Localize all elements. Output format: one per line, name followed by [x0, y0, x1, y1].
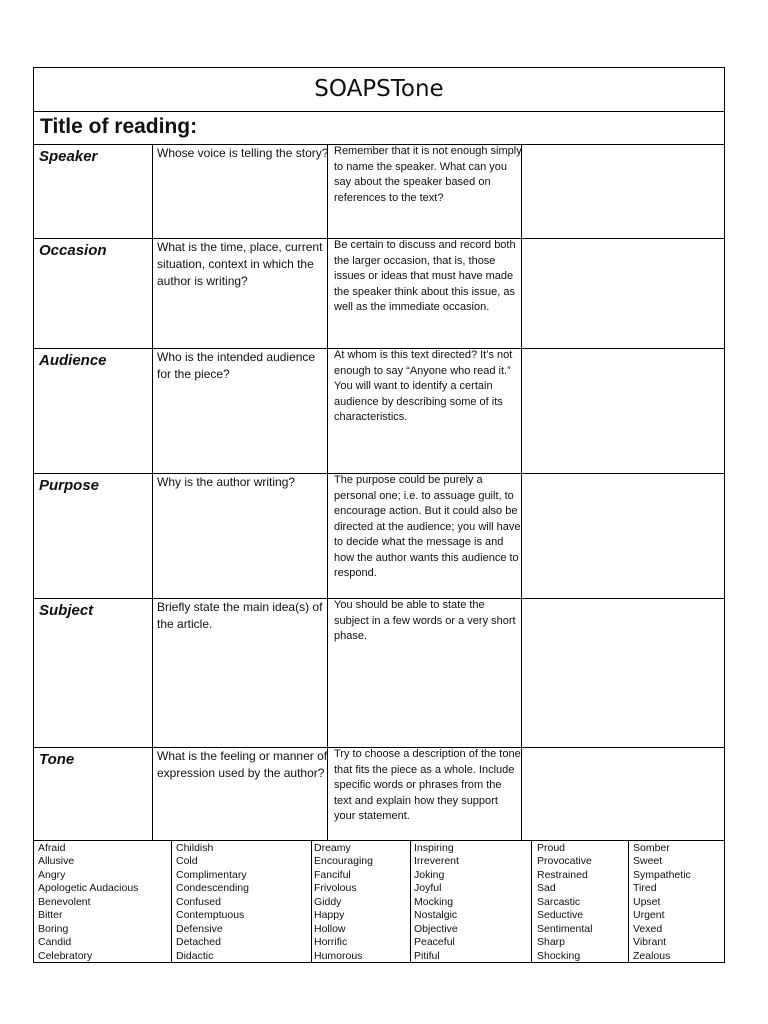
tone-word: Urgent — [633, 909, 665, 922]
reading-title-label: Title of reading: — [40, 115, 198, 138]
tone-word: Celebratory — [38, 949, 93, 962]
column-divider — [521, 144, 522, 840]
row-guide: You should be able to state the subject in a few words or a very short phase. — [334, 599, 516, 642]
tone-word: Upset — [633, 895, 661, 908]
tone-word: Didactic — [176, 949, 214, 962]
answer-cell[interactable] — [523, 349, 723, 473]
row-question: Whose voice is telling the story? — [157, 146, 329, 160]
tone-word: Restrained — [537, 868, 588, 881]
tone-word: Giddy — [314, 895, 342, 908]
tone-word: Boring — [38, 922, 69, 935]
tone-word: Contemptuous — [176, 909, 245, 922]
row-question: Why is the author writing? — [157, 475, 296, 489]
tone-word: Provocative — [537, 855, 592, 868]
tone-word: Childish — [176, 842, 214, 854]
row-question: What is the time, place, current situation, context in which the author is writing? — [157, 240, 323, 288]
tone-word: Somber — [633, 842, 670, 854]
tone-word-column — [633, 842, 691, 963]
answer-cell[interactable] — [523, 748, 723, 840]
tone-word: Afraid — [38, 842, 66, 854]
tone-word: Angry — [38, 868, 66, 881]
row-label: Audience — [39, 352, 107, 369]
tone-word: Allusive — [38, 855, 75, 868]
tone-word: Peaceful — [414, 936, 455, 949]
tone-word: Detached — [176, 936, 221, 949]
column-divider — [531, 840, 532, 962]
tone-word: Sad — [537, 882, 556, 895]
row-label: Occasion — [39, 242, 107, 259]
row-label: Tone — [39, 751, 75, 768]
tone-word: Tired — [633, 882, 657, 895]
row-label: Subject — [39, 602, 94, 619]
row-guide: The purpose could be purely a personal one; i.e. to assuage guilt, to encourage action. But it could also be directed at the audience; you will have to decide what the message is and how the author wants this audience to respond. — [334, 474, 521, 579]
tone-word: Sentimental — [537, 922, 593, 935]
tone-word: Sweet — [633, 855, 663, 868]
tone-word: Proud — [537, 842, 566, 854]
tone-word: Fanciful — [314, 868, 351, 881]
tone-word: Sarcastic — [537, 895, 581, 908]
tone-word: Humorous — [314, 949, 363, 962]
tone-word: Sharp — [537, 936, 566, 949]
tone-word: Cold — [176, 855, 198, 868]
column-divider — [171, 840, 172, 962]
tone-word: Vibrant — [633, 936, 667, 949]
tone-word: Happy — [314, 909, 345, 922]
row-question: Who is the intended audience for the piece? — [157, 350, 316, 381]
column-divider — [327, 144, 328, 840]
tone-word: Mocking — [414, 895, 454, 908]
tone-word-column — [314, 842, 373, 963]
tone-word-column — [537, 842, 592, 963]
tone-word: Complimentary — [176, 868, 247, 881]
document-title: SOAPSTone — [314, 76, 444, 102]
tone-word: Sympathetic — [633, 868, 691, 881]
tone-word: Dreamy — [314, 842, 351, 854]
tone-word-column — [414, 842, 459, 963]
row-question: Briefly state the main idea(s) of the article. — [157, 600, 323, 631]
tone-word: Confused — [176, 895, 221, 908]
row-guide: Try to choose a description of the tone that fits the piece as a whole. Include specific words or phrases from the text and explain how they support your statement. — [334, 748, 521, 822]
tone-word: Shocking — [537, 949, 581, 962]
tone-word-column — [176, 842, 249, 963]
tone-word: Objective — [414, 922, 458, 935]
tone-word: Hollow — [314, 922, 346, 935]
tone-word: Encouraging — [314, 855, 373, 868]
tone-word: Candid — [38, 936, 72, 949]
tone-word: Irreverent — [414, 855, 459, 868]
tone-word: Zealous — [633, 949, 671, 962]
tone-word: Horrific — [314, 936, 348, 949]
tone-word: Defensive — [176, 922, 223, 935]
column-divider — [311, 840, 312, 962]
tone-word: Joking — [414, 868, 445, 881]
tone-word: Condescending — [176, 882, 249, 895]
tone-word: Apologetic Audacious — [38, 882, 139, 895]
tone-word: Nostalgic — [414, 909, 458, 922]
row-guide: Be certain to discuss and record both the larger occasion, that is, those issues or ideas that must have made the speaker think about this issue, as well as the immediate occasion. — [334, 239, 516, 313]
tone-word: Vexed — [633, 922, 663, 935]
answer-cell[interactable] — [523, 239, 723, 348]
tone-word: Pitiful — [414, 949, 440, 962]
column-divider — [628, 840, 629, 962]
soapstone-worksheet — [33, 67, 725, 963]
answer-cell[interactable] — [523, 474, 723, 598]
row-question: What is the feeling or manner of expression used by the author? — [157, 749, 328, 780]
row-label: Speaker — [39, 148, 98, 165]
tone-word: Frivolous — [314, 882, 357, 895]
tone-word: Bitter — [38, 909, 63, 922]
row-guide: At whom is this text directed? It’s not enough to say “Anyone who read it.” You will want to identify a certain audience by describing some of its characteristics. — [334, 349, 513, 423]
row-guide: Remember that it is not enough simply to name the speaker. What can you say about the speaker based on references to the text? — [334, 145, 522, 204]
tone-word: Inspiring — [414, 842, 454, 854]
tone-word: Seductive — [537, 909, 584, 922]
row-label: Purpose — [39, 477, 100, 494]
column-divider — [410, 840, 411, 962]
answer-cell[interactable] — [523, 145, 723, 238]
tone-word-column — [38, 842, 138, 963]
tone-word: Benevolent — [38, 895, 91, 908]
column-divider — [152, 144, 153, 840]
answer-cell[interactable] — [523, 599, 723, 747]
divider — [34, 840, 724, 841]
tone-word: Joyful — [414, 882, 442, 895]
